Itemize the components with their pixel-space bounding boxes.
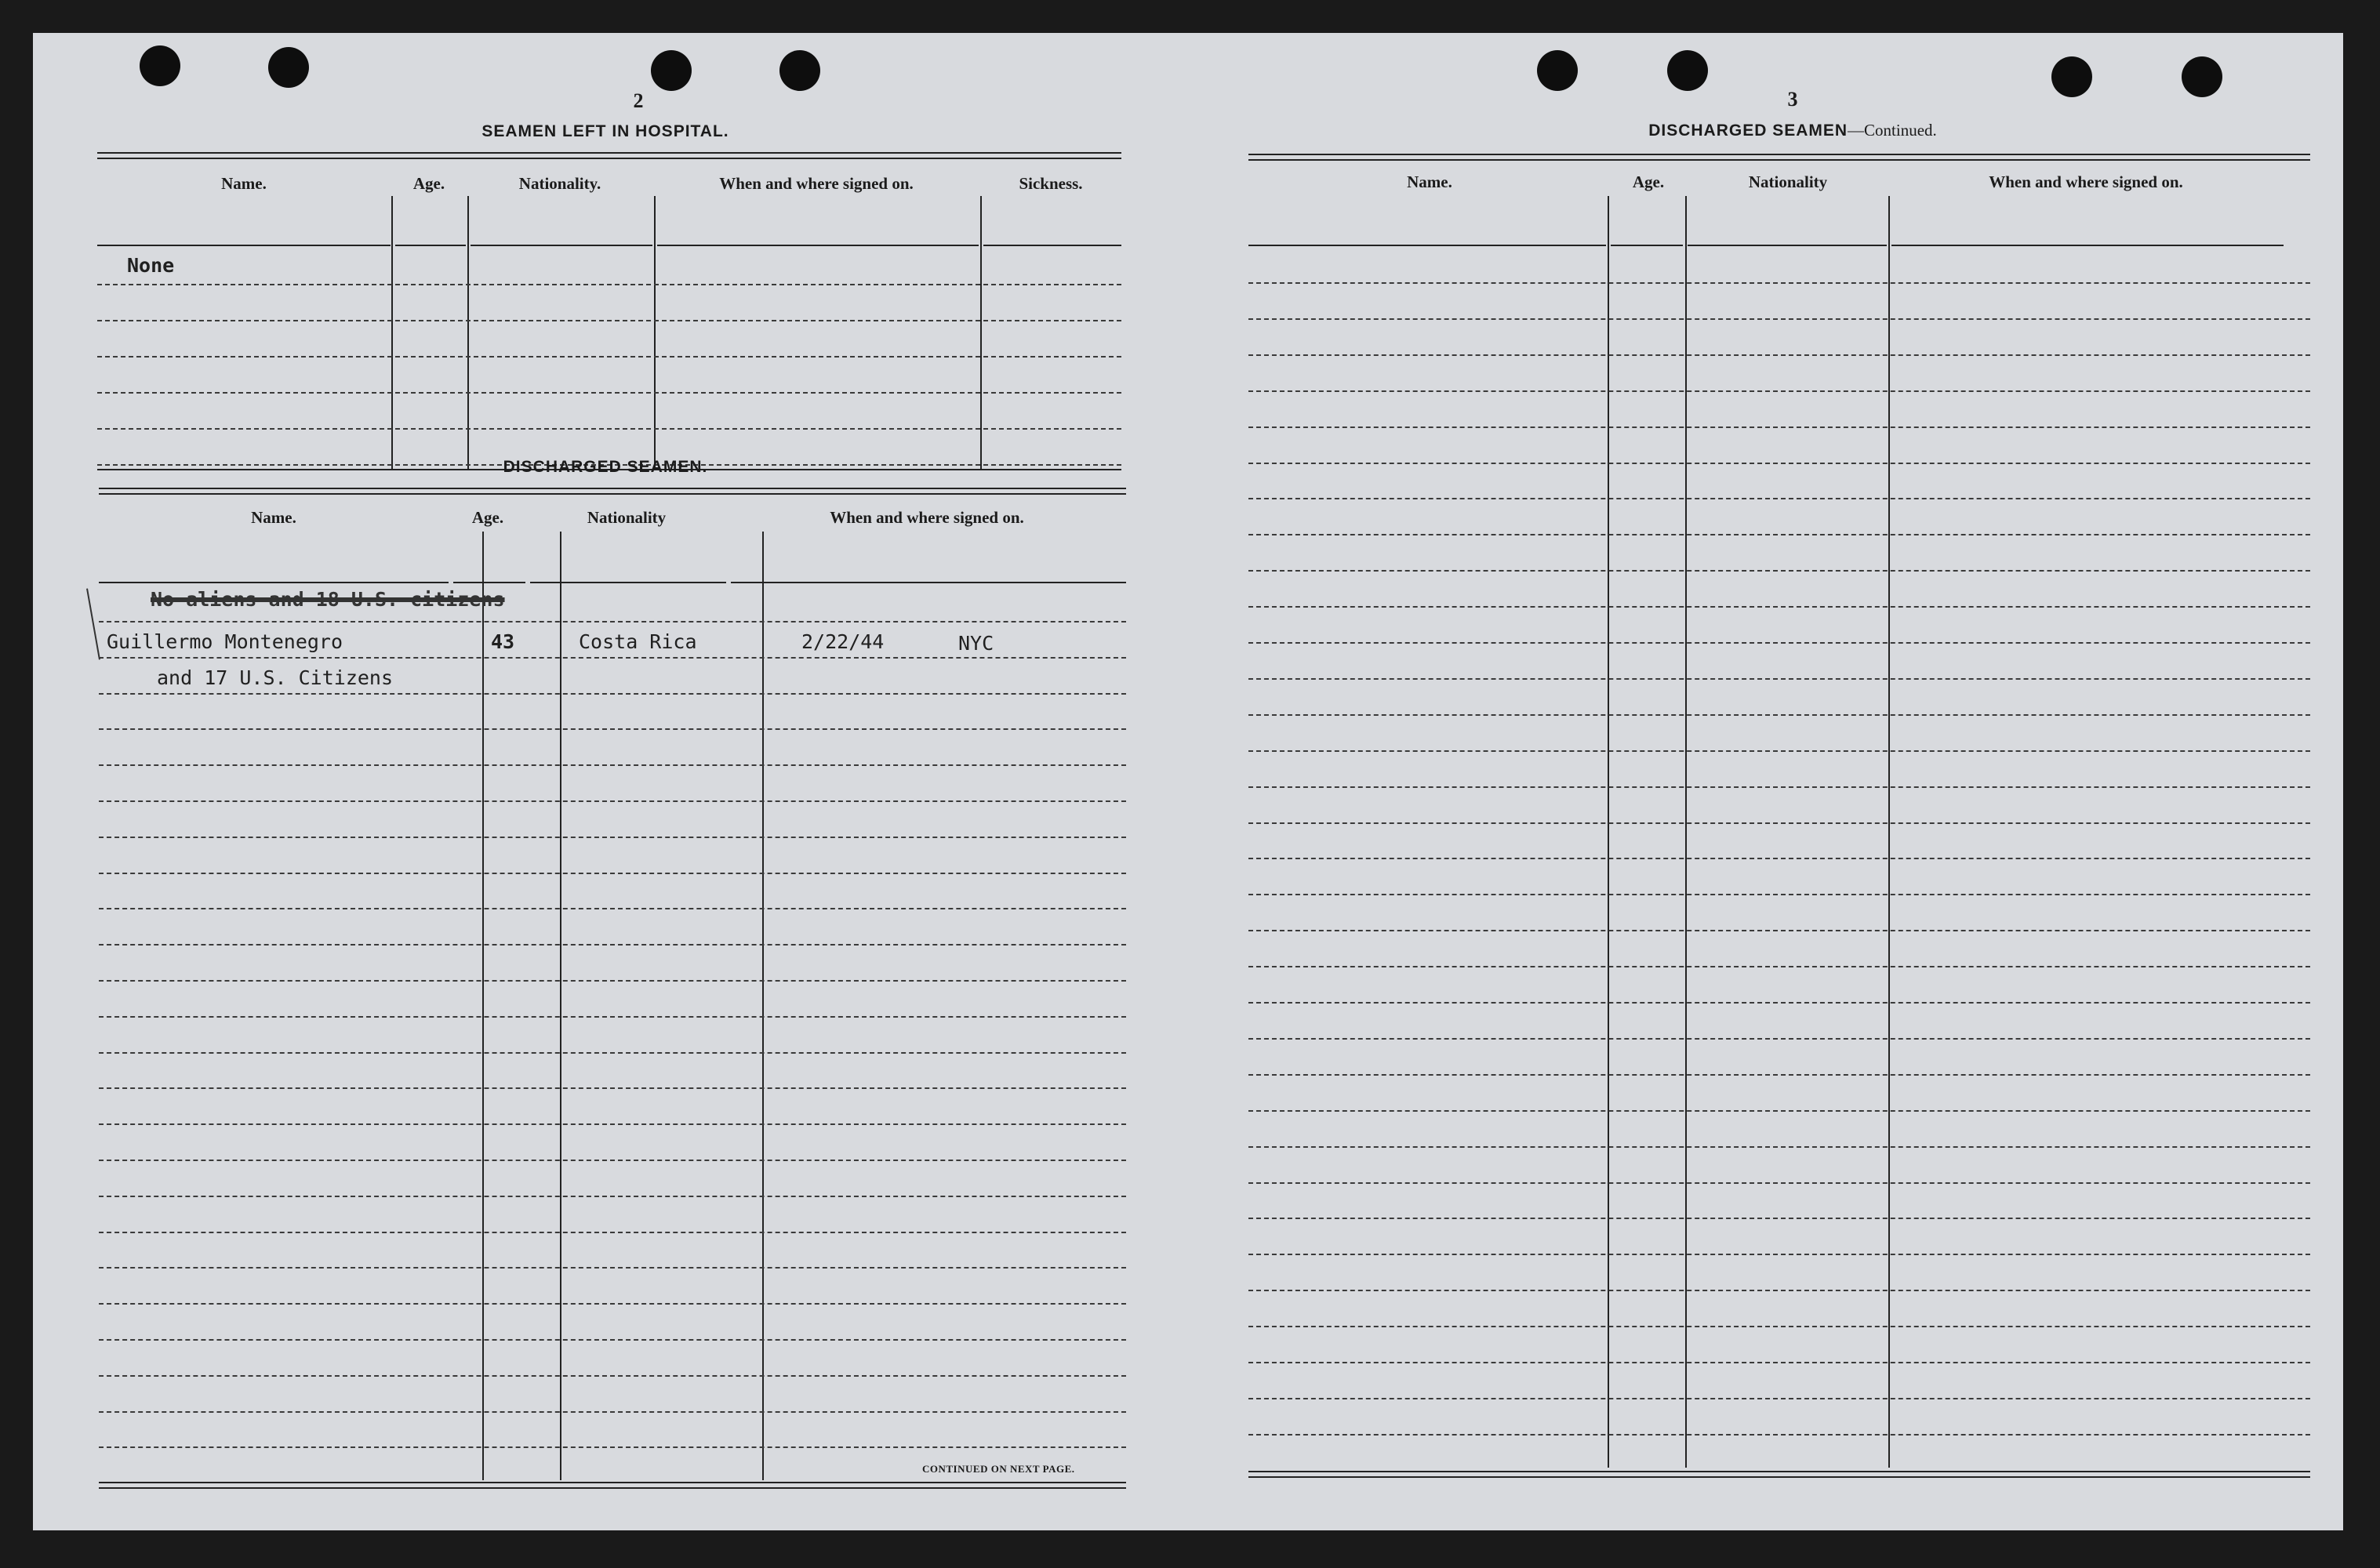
col-header-age: Age. <box>1632 172 1665 191</box>
col-header-age: Age. <box>412 174 445 193</box>
ruled-row-line <box>99 1123 1126 1125</box>
hospital-entry-none: None <box>127 254 175 277</box>
ruled-row-line <box>99 728 1126 730</box>
header-underline <box>471 245 652 246</box>
header-underline <box>657 245 979 246</box>
column-divider <box>762 532 764 1480</box>
ruled-row-line <box>1248 1074 2310 1076</box>
ruled-row-line <box>1248 606 2310 608</box>
ruled-row-line <box>1248 1254 2310 1255</box>
col-header-age: Age. <box>471 508 504 527</box>
ruled-row-line <box>1248 354 2310 356</box>
hospital-table <box>97 152 1121 474</box>
punch-hole <box>2051 56 2092 97</box>
ruled-row-line <box>1248 534 2310 535</box>
punch-hole <box>651 50 692 91</box>
margin-pencil-mark <box>86 589 100 660</box>
additional-citizens: and 17 U.S. Citizens <box>157 666 394 689</box>
ruled-row-line <box>1248 750 2310 752</box>
left-page-number: 2 <box>633 89 644 112</box>
col-header-signed-on: When and where signed on. <box>719 174 914 193</box>
col-header-nationality: Nationality <box>587 508 667 527</box>
ruled-row-line <box>1248 390 2310 392</box>
table-top-rule <box>99 488 1126 495</box>
header-underline <box>1891 245 2284 246</box>
discharged-table-right <box>1248 154 2310 1479</box>
ruled-row-line <box>1248 642 2310 644</box>
seaman-signed-on-date: 2/22/44 <box>801 630 885 653</box>
ruled-row-line <box>99 1446 1126 1448</box>
ruled-row-line <box>1248 1290 2310 1291</box>
ruled-row-line <box>99 980 1126 982</box>
punch-hole <box>268 47 309 88</box>
column-divider <box>1888 196 1890 1468</box>
ruled-row-line <box>1248 930 2310 931</box>
ruled-row-line <box>99 1087 1126 1089</box>
header-underline <box>1611 245 1683 246</box>
ruled-row-line <box>99 837 1126 838</box>
ruled-row-line <box>1248 282 2310 284</box>
ruled-row-line <box>99 1196 1126 1197</box>
ruled-row-line <box>1248 966 2310 967</box>
header-underline <box>1688 245 1887 246</box>
punch-hole <box>1667 50 1708 91</box>
seaman-signed-on-place: NYC <box>958 632 994 655</box>
ruled-row-line <box>1248 1434 2310 1436</box>
discharged-section-title: DISCHARGED SEAMEN. <box>503 458 708 476</box>
header-underline <box>1248 245 1606 246</box>
col-header-name: Name. <box>251 508 296 527</box>
col-header-sickness: Sickness. <box>1019 174 1083 193</box>
ruled-row-line <box>97 428 1121 430</box>
ruled-row-line <box>1248 1362 2310 1363</box>
ruled-row-line <box>99 764 1126 766</box>
right-page-number: 3 <box>1787 88 1798 111</box>
ruled-row-line <box>99 908 1126 909</box>
ruled-row-line <box>1248 1182 2310 1184</box>
col-header-signed-on: When and where signed on. <box>1989 172 2183 191</box>
ruled-row-line <box>97 356 1121 358</box>
table-bottom-rule <box>1248 1471 2310 1478</box>
seaman-name: Guillermo Montenegro <box>107 630 343 653</box>
punch-hole <box>2182 56 2222 97</box>
ruled-row-line <box>99 944 1126 946</box>
ruled-row-line <box>99 1160 1126 1161</box>
continued-note: CONTINUED ON NEXT PAGE. <box>922 1463 1075 1475</box>
ruled-row-line <box>99 693 1126 695</box>
ruled-row-line <box>1248 426 2310 428</box>
discharged-continued-title-main: DISCHARGED SEAMEN <box>1648 122 1848 140</box>
ruled-row-line <box>99 1267 1126 1269</box>
ruled-row-line <box>1248 714 2310 716</box>
column-divider <box>1608 196 1609 1468</box>
ruled-row-line <box>1248 1326 2310 1327</box>
col-header-signed-on: When and where signed on. <box>830 508 1024 527</box>
ruled-row-line <box>1248 318 2310 320</box>
column-divider <box>1685 196 1687 1468</box>
punch-hole <box>779 50 820 91</box>
header-underline <box>731 582 1126 583</box>
table-bottom-rule <box>99 1482 1126 1489</box>
col-header-nationality: Nationality <box>1748 172 1828 191</box>
table-top-rule <box>1248 154 2310 161</box>
ruled-row-line <box>1248 786 2310 788</box>
ruled-row-line <box>99 1052 1126 1054</box>
table-top-rule <box>97 152 1121 159</box>
ruled-row-line <box>99 873 1126 874</box>
ruled-row-line <box>1248 498 2310 499</box>
ruled-row-line <box>1248 1146 2310 1148</box>
discharged-continued-title-suffix: —Continued. <box>1848 121 1937 140</box>
ruled-row-line <box>99 1339 1126 1341</box>
discharged-table-left <box>99 488 1126 1495</box>
column-divider <box>560 532 561 1480</box>
punch-hole <box>140 45 180 86</box>
seaman-age: 43 <box>491 630 515 653</box>
ruled-row-line <box>1248 858 2310 859</box>
ruled-row-line <box>1248 570 2310 572</box>
ruled-row-line <box>1248 1038 2310 1040</box>
ruled-row-line <box>99 1375 1126 1377</box>
ruled-row-line <box>99 657 1126 659</box>
header-underline <box>395 245 466 246</box>
ruled-row-line <box>1248 678 2310 680</box>
ruled-row-line <box>99 1232 1126 1233</box>
ruled-row-line <box>1248 894 2310 895</box>
col-header-name: Name. <box>221 174 267 193</box>
ruled-row-line <box>99 1411 1126 1413</box>
ruled-row-line <box>99 800 1126 802</box>
ruled-row-line <box>1248 1110 2310 1112</box>
ruled-row-line <box>97 320 1121 321</box>
header-underline <box>453 582 525 583</box>
document-sheet <box>33 33 2343 1530</box>
col-header-nationality: Nationality. <box>518 174 601 193</box>
col-header-name: Name. <box>1407 172 1452 191</box>
ruled-row-line <box>97 284 1121 285</box>
seaman-nationality: Costa Rica <box>579 630 697 653</box>
column-divider <box>482 532 484 1480</box>
ruled-row-line <box>1248 463 2310 464</box>
ruled-row-line <box>99 1016 1126 1018</box>
struck-out-entry: No aliens and 18 U.S. citizens <box>151 588 505 611</box>
ruled-row-line <box>97 392 1121 394</box>
ruled-row-line <box>1248 1002 2310 1004</box>
punch-hole <box>1537 50 1578 91</box>
ruled-row-line <box>1248 1218 2310 1219</box>
ruled-row-line <box>99 1303 1126 1305</box>
ruled-row-line <box>1248 822 2310 824</box>
header-underline <box>983 245 1121 246</box>
header-underline <box>97 245 391 246</box>
discharged-continued-title <box>1597 121 1989 140</box>
hospital-section-title: SEAMEN LEFT IN HOSPITAL. <box>481 122 729 140</box>
ruled-row-line <box>99 621 1126 622</box>
ruled-row-line <box>1248 1398 2310 1399</box>
header-underline <box>99 582 449 583</box>
